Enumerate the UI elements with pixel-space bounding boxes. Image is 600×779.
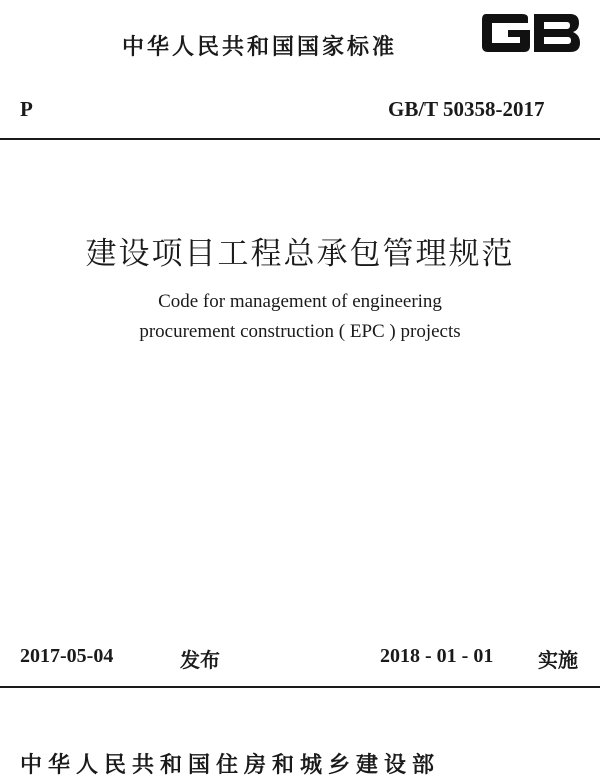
standard-type-label: 中华人民共和国国家标准 — [122, 35, 398, 60]
english-title-line-2: procurement construction ( EPC ) projects — [139, 321, 461, 342]
publisher-name: 中华人民共和国住房和城乡建设部 — [20, 753, 441, 778]
bottom-divider — [0, 686, 600, 688]
issue-date: 2017-05-04 — [20, 645, 114, 667]
implementation-date: 2018 - 01 - 01 — [380, 645, 494, 667]
implementation-label: 实施 — [538, 648, 578, 672]
english-title-line-1: Code for management of engineering — [158, 291, 442, 312]
top-divider — [0, 138, 600, 140]
standard-number: GB/T 50358-2017 — [388, 97, 545, 121]
category-code: P — [20, 97, 33, 121]
gb-logo — [480, 8, 582, 58]
issue-label: 发布 — [180, 648, 220, 672]
document-title-chinese: 建设项目工程总承包管理规范 — [85, 236, 515, 272]
document-title-english — [0, 287, 600, 347]
